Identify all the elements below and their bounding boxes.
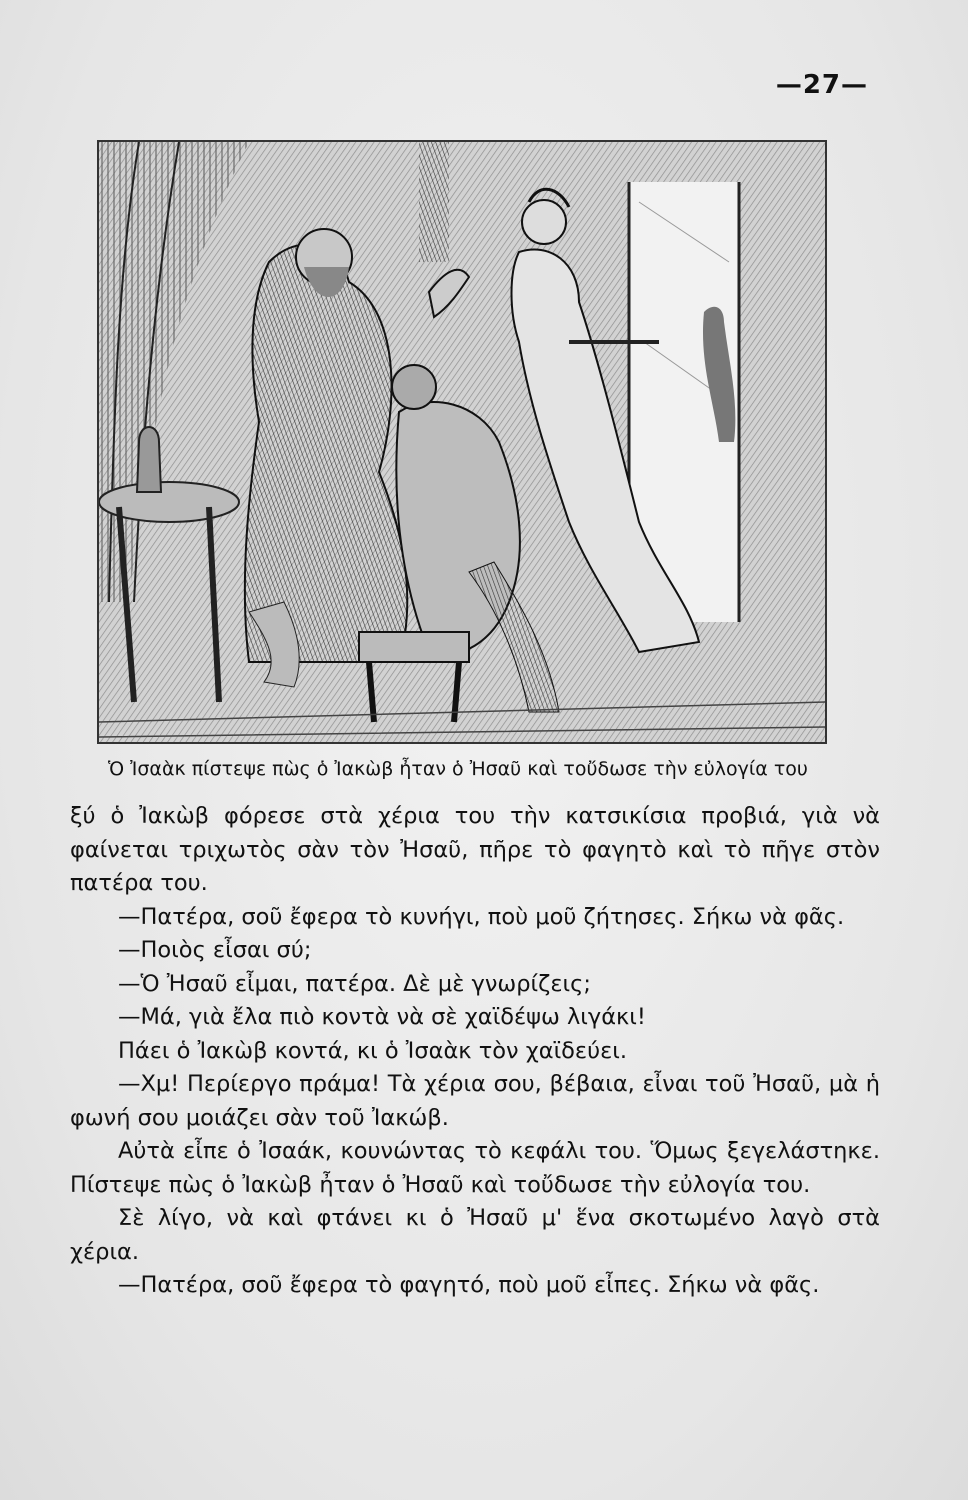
dialogue-line: —Πατέρα, σοῦ ἔφερα τὸ κυνήγι, ποὺ μοῦ ζήτησες. Σήκω νὰ φᾶς. <box>118 903 845 930</box>
paragraph: Σὲ λίγο, νὰ καὶ φτάνει κι ὁ Ἠσαῦ μ' ἕνα σκοτωμένο λαγὸ στὰ χέρια. <box>70 1205 880 1265</box>
dialogue-line: —Μά, γιὰ ἔλα πιὸ κοντὰ νὰ σὲ χαϊδέψω λιγάκι! <box>118 1004 646 1030</box>
story-text <box>70 800 880 1303</box>
paragraph: Αὐτὰ εἶπε ὁ Ἰσαάκ, κουνώντας τὸ κεφάλι του. Ὅμως ξεγελάστηκε. Πίστεψε πὼς ὁ Ἰακὼβ ἦταν ὁ Ἠσαῦ καὶ τοὔδωσε τὴν εὐλογία του. <box>70 1138 880 1198</box>
paragraph: ξύ ὁ Ἰακὼβ φόρεσε στὰ χέρια του τὴν κατσικίσια προβιά, γιὰ νὰ φαίνεται τριχωτὸς σὰν τὸν Ἠσαῦ, πῆρε τὸ φαγητὸ καὶ τὸ πῆγε στὸν πατέρα του. <box>70 803 880 896</box>
dialogue-line: —Ποιὸς εἶσαι σύ; <box>118 937 312 963</box>
isaac-blessing-jacob-engraving <box>99 142 825 742</box>
page-number: —27— <box>775 70 868 100</box>
dialogue-line: —Ὁ Ἠσαῦ εἶμαι, πατέρα. Δὲ μὲ γνωρίζεις; <box>118 970 591 997</box>
dialogue-line: —Χμ! Περίεργο πράμα! Τὰ χέρια σου, βέβαια, εἶναι τοῦ Ἠσαῦ, μὰ ἡ φωνή σου μοιάζει σὰν τοῦ Ἰακώβ. <box>70 1071 880 1131</box>
engraving-illustration <box>97 140 827 744</box>
dialogue-line: —Πατέρα, σοῦ ἔφερα τὸ φαγητό, ποὺ μοῦ εἶπες. Σήκω νὰ φᾶς. <box>118 1272 820 1298</box>
illustration-caption: Ὁ Ἰσαὰκ πίστεψε πὼς ὁ Ἰακὼβ ἦταν ὁ Ἠσαῦ καὶ τοὔδωσε τὴν εὐλογία του <box>108 758 808 780</box>
paragraph: Πάει ὁ Ἰακὼβ κοντά, κι ὁ Ἰσαὰκ τὸν χαϊδεύει. <box>118 1037 628 1064</box>
